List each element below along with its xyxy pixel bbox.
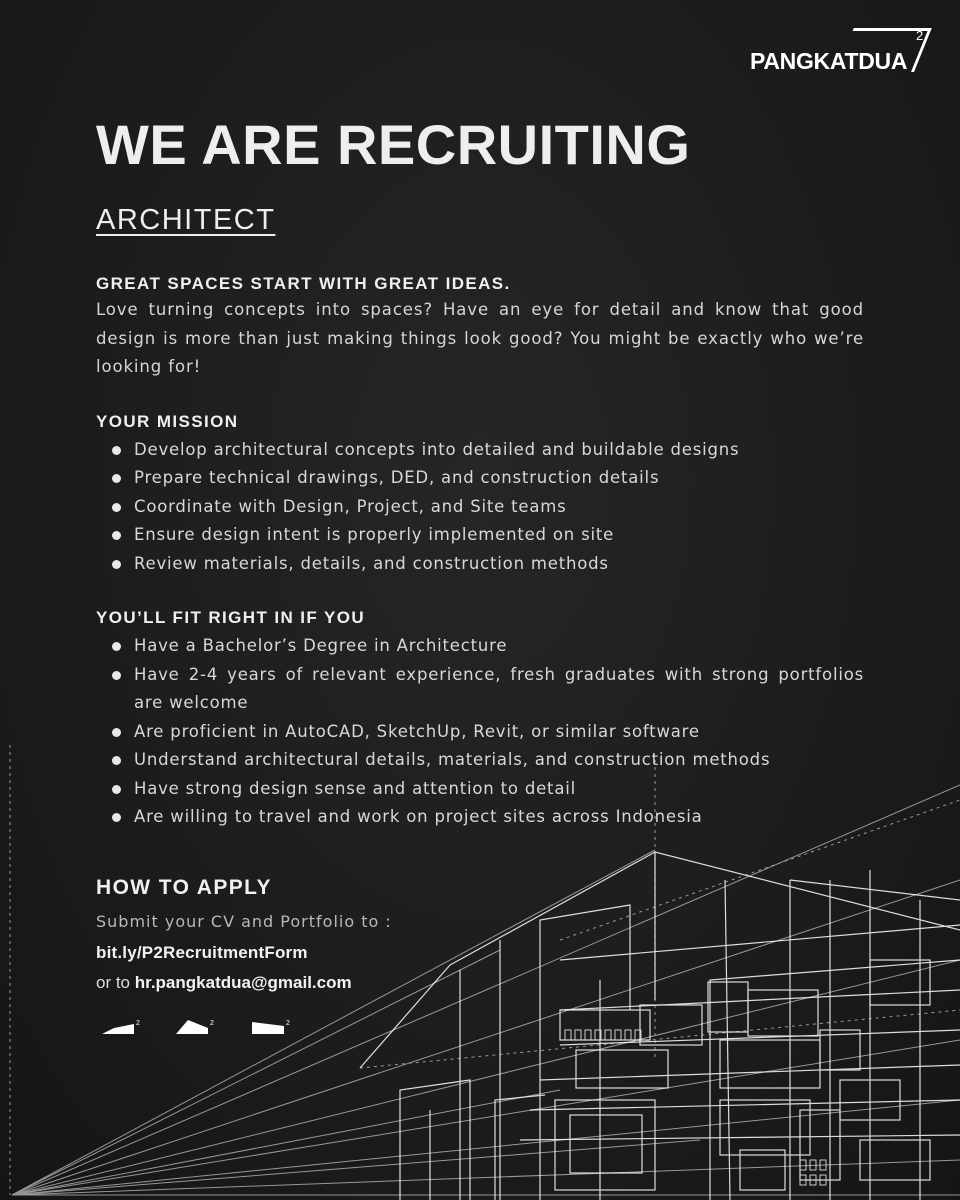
list-item: Coordinate with Design, Project, and Site teams xyxy=(96,493,864,522)
list-item: Have strong design sense and attention to detail xyxy=(96,775,864,804)
recruitment-form-link[interactable]: bit.ly/P2RecruitmentForm xyxy=(96,943,308,962)
fit-list xyxy=(96,632,864,832)
fit-section xyxy=(96,606,864,832)
list-item: Are willing to travel and work on project sites across Indonesia xyxy=(96,803,864,832)
list-item: Ensure design intent is properly implemented on site xyxy=(96,521,864,550)
list-item: Are proficient in AutoCAD, SketchUp, Revit, or similar software xyxy=(96,718,864,747)
apply-heading: HOW TO APPLY xyxy=(96,876,272,899)
brand-superscript: 2 xyxy=(916,28,924,43)
brand-logo xyxy=(748,26,938,76)
brand-mark-sup: 2 xyxy=(210,1020,214,1027)
fit-heading: YOU’LL FIT RIGHT IN IF YOU xyxy=(96,608,366,627)
mission-section xyxy=(96,410,864,579)
recruitment-email-link[interactable]: hr.pangkatdua@gmail.com xyxy=(134,973,352,992)
job-description xyxy=(96,272,864,832)
mission-list xyxy=(96,436,864,579)
brand-mark-sup: 2 xyxy=(286,1020,290,1027)
intro-text: Love turning concepts into spaces? Have an eye for detail and know that good design is more than just making things look good? You might be exactly who we’re looking for! xyxy=(96,300,864,376)
list-item: Develop architectural concepts into detailed and buildable designs xyxy=(96,436,864,465)
page-title: WE ARE RECRUITING xyxy=(96,113,691,176)
mission-heading: YOUR MISSION xyxy=(96,411,239,431)
brand-mark-shape xyxy=(102,1024,134,1034)
apply-subtitle: Submit your CV and Portfolio to : xyxy=(96,912,392,931)
list-item: Understand architectural details, materials, and construction methods xyxy=(96,746,864,775)
list-item: Prepare technical drawings, DED, and construction details xyxy=(96,464,864,493)
list-item: Review materials, details, and construction methods xyxy=(96,550,864,579)
brand-mark-sup: 2 xyxy=(136,1020,140,1027)
apply-email-line xyxy=(96,973,516,993)
brand-marks xyxy=(100,1016,300,1038)
intro-heading: GREAT SPACES START WITH GREAT IDEAS. xyxy=(96,274,511,293)
list-item: Have a Bachelor’s Degree in Architecture xyxy=(96,632,864,661)
or-to-label: or to xyxy=(96,973,131,992)
brand-mark-shape xyxy=(252,1022,284,1034)
role-title: ARCHITECT xyxy=(96,204,276,236)
brand-mark-shape xyxy=(176,1020,208,1034)
brand-name: PANGKATDUA xyxy=(750,48,908,74)
apply-section xyxy=(96,876,516,993)
list-item: Have 2-4 years of relevant experience, fresh graduates with strong portfolios are welcome xyxy=(96,661,864,718)
